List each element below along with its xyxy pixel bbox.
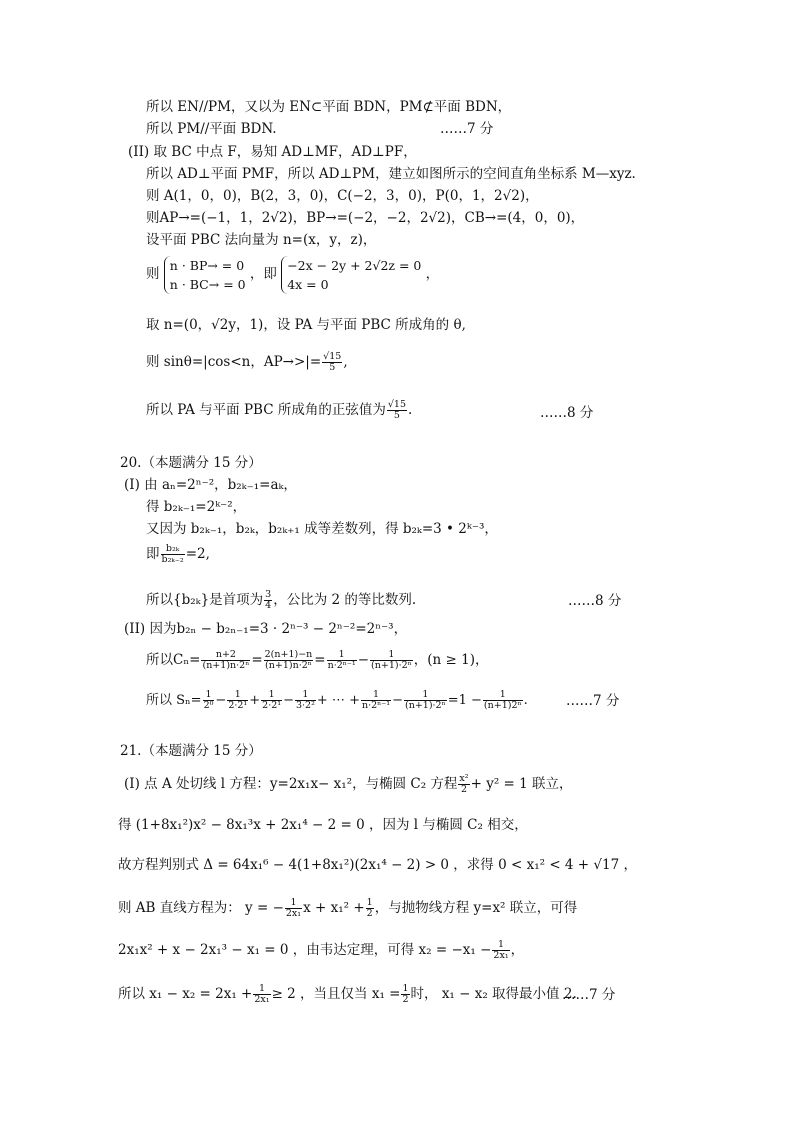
s20-part-ii: (II) 因为b₂ₙ − b₂ₙ₋₁=3 · 2ⁿ⁻³ − 2ⁿ⁻²=2ⁿ⁻³， [124,621,408,637]
sn-m3: − [392,693,403,708]
s21-title: 21.（本题满分 15 分） [120,743,262,759]
sn-f4d: 3·2² [295,700,315,711]
frac-den-b: 5 [393,410,400,421]
sys-right-1: −2x − 2y + 2√2z = 0 [287,257,422,273]
sn-dots: + ⋯ + [316,693,360,708]
min-end: 时， x₁ − x₂ 取得最小值 2. [410,986,577,1002]
s20-title: 20.（本题满分 15 分） [120,455,262,471]
ab-f1 [285,898,302,919]
cn-f3d: n·2ⁿ⁻¹ [327,660,356,671]
sn-f3 [261,690,282,711]
sin-text: 则 sinθ=|cos<n，AP→>|= [146,354,322,370]
ratio-num: b₂ₖ [161,544,185,555]
sn-f1n: 1 [203,690,215,701]
s19-vectors: 则AP→=(−1，1，2√2)，BP→=(−2，−2，2√2)，CB→=(4，0，0)， [146,210,585,226]
s19-line-4: 所以 AD⊥平面 PMF，所以 AD⊥PM，建立如图所示的空间直角坐标系 M—xyz. [146,166,636,182]
sys-right-2: 4x = 0 [287,276,329,292]
cn-end: ，(n ≥ 1)， [413,652,489,668]
cn-f4d: (n+1)·2ⁿ [371,660,412,671]
ab-end: ，与抛物线方程 y=x² 联立，可得 [374,900,578,916]
s21-minimum [118,984,577,1005]
sn-f4 [295,690,316,711]
ratio-den: b₂ₖ₋₂ [161,554,184,565]
sn-f7n: 1 [483,690,523,701]
sn-f6n: 1 [404,690,447,701]
ab-f2d: 2 [366,908,373,919]
frac-den: 5 [329,362,336,373]
cn-f2d: (n+1)n·2ⁿ [265,660,312,671]
sn-f2 [227,690,248,711]
sn-f2d: 2·2¹ [228,700,248,711]
s19-score-7: ……7 分 [440,121,494,137]
s20-score-7: ……7 分 [566,693,620,709]
s20-cn [146,650,488,671]
vieta-fd: 2x₁ [493,950,509,961]
min-f1d: 2x₁ [254,994,270,1005]
sn-one: =1 − [447,693,482,708]
min-f2n: 1 [402,983,409,994]
geom-end: ，公比为 2 的等比数列. [273,592,417,608]
s21-line-2: 得 (1+8x₁²)x² − 8x₁³x + 2x₁⁴ − 2 = 0 ，因为 l 与椭圆 C₂ 相交， [118,817,528,833]
min-pre: 所以 x₁ − x₂ = 2x₁ + [118,986,253,1002]
sn-m1: − [215,693,227,708]
ab-mid: x + x₁² + [303,900,365,916]
ab-pre: 则 AB 直线方程为： y = − [118,900,284,916]
s20-line-3: 又因为 b₂ₖ₋₁，b₂ₖ，b₂ₖ₊₁ 成等差数列，得 b₂ₖ=3 • 2ᵏ⁻³， [146,521,498,537]
conclusion-text: 所以 PA 与平面 PBC 所成角的正弦值为 [146,402,386,418]
sn-end: . [523,693,528,708]
s19-line-8: 取 n=(0，√2y，1)，设 PA 与平面 PBC 所成角的 θ, [146,317,466,333]
s19-conclusion [146,400,412,421]
min-f1 [253,984,270,1005]
sqrt15-over-5 [322,352,342,373]
tangent-pre: (I) 点 A 处切线 l 方程：y=2x₁x− x₁²，与椭圆 C₂ 方程 [124,776,458,792]
s19-part-ii: (II) 取 BC 中点 F，易知 AD⊥MF，AD⊥PF， [128,144,417,160]
sin-end: , [343,354,348,370]
cn-f4 [370,650,413,671]
s21-ab-line [118,898,577,919]
sys-right-brace [281,256,421,294]
sn-f4n: 1 [295,690,316,701]
sn-f1 [203,690,215,711]
sn-f6d: (n+1)·2ⁿ [405,700,446,711]
s19-sin-line [146,352,348,373]
cn-pre: 所以Cₙ= [146,652,201,668]
vieta-frac [492,940,509,961]
s21-score-7: ……7 分 [562,987,616,1003]
sn-f2n: 1 [227,690,248,701]
min-f2 [401,984,409,1005]
s19-line-2: 所以 PM//平面 BDN. [146,121,277,137]
cn-f2n: 2(n+1)−n [264,649,313,660]
cn-f1d: (n+1)n·2ⁿ [202,660,250,671]
sn-f3d: 2·2¹ [262,700,282,711]
s20-line-2: 得 b₂ₖ₋₁=2ᵏ⁻²， [146,499,247,515]
cn-f4n: 1 [370,650,413,661]
sn-f5n: 1 [361,690,391,701]
sn-plus: + [249,693,261,708]
vieta-pre: 2x₁x² + x − 2x₁³ − x₁ = 0 ，由韦达定理，可得 x₂ = −x₁ − [118,942,492,958]
tangent-end: + y² = 1 联立， [470,776,573,792]
ellipse-num: x² [459,773,469,784]
s21-discriminant: 故方程判别式 Δ = 64x₁⁶ − 4(1+8x₁²)(2x₁⁴ − 2) > 0 ，求得 0 < x₁² < 4 + √17 ， [118,857,637,873]
s19-line-1: 所以 EN//PM，又以为 EN⊂平面 BDN，PM⊄平面 BDN， [146,99,512,115]
frac-num-b: √15 [387,399,406,410]
sn-f6 [404,690,447,711]
sys-left-2: n · BC→ = 0 [169,276,246,292]
sn-f5 [361,690,391,711]
sys-left-brace [164,256,246,294]
cn-eq2: = [314,652,326,668]
sn-pre: 所以 Sₙ= [146,693,202,708]
ratio-pre: 即 [146,546,160,562]
sys-end: ， [425,266,440,282]
min-mid: ≥ 2 ，当且仅当 x₁ = [271,986,401,1002]
tq-den: 4 [265,600,272,611]
tq-num: 3 [265,589,272,600]
three-quarters [264,590,272,611]
s20-geom-seq [146,590,416,611]
min-f2d: 2 [402,994,409,1005]
sys-prefix: 则 [146,266,160,282]
cn-f3 [327,650,357,671]
s21-vieta [118,940,524,961]
s20-ratio [146,544,210,565]
sys-mid: ，即 [249,266,277,282]
sn-f7d: (n+1)2ⁿ [483,700,522,711]
conclusion-end: . [408,402,413,418]
sn-m2: − [283,693,294,708]
min-f1n: 1 [253,984,270,995]
cn-f1n: n+2 [201,650,250,661]
cn-f1 [201,650,250,671]
ratio-end: =2, [185,546,210,562]
s19-normal-vector: 设平面 PBC 法向量为 n=(x，y，z)， [146,232,377,248]
s19-equation-system [146,254,439,294]
sn-f7 [483,690,523,711]
vieta-end: ， [510,942,525,958]
geom-pre: 所以{b₂ₖ}是首项为 [146,592,264,608]
cn-minus: − [357,652,370,668]
sn-f1d: 2⁰ [203,700,214,711]
cn-eq1: = [251,652,263,668]
ratio-frac [161,544,185,565]
s21-tangent-line [124,774,573,795]
s20-part-i: (Ⅰ) 由 aₙ=2ⁿ⁻²，b₂ₖ₋₁=aₖ， [124,477,297,493]
ellipse-frac [458,774,469,795]
sn-f5d: n·2ⁿ⁻¹ [361,700,391,711]
s19-score-8: ……8 分 [540,405,594,421]
sys-left-1: n · BP→ = 0 [169,257,245,273]
cn-f2 [264,650,314,671]
s20-sn [146,690,528,711]
ab-f2n: 1 [366,897,373,908]
ab-f1d: 2x₁ [285,908,302,919]
ab-f1n: 1 [285,898,302,909]
cn-f3n: 1 [327,650,357,661]
vieta-fn: 1 [492,940,509,951]
frac-num: √15 [323,351,342,362]
ab-f2 [366,898,374,919]
s20-score-8: ……8 分 [568,593,622,609]
ellipse-den: 2 [460,784,468,795]
sn-f3n: 1 [261,690,282,701]
sqrt15-over-5-b [387,400,407,421]
s19-coordinates: 则 A(1，0，0)，B(2，3，0)，C(−2，3，0)，P(0，1，2√2)， [146,188,539,204]
